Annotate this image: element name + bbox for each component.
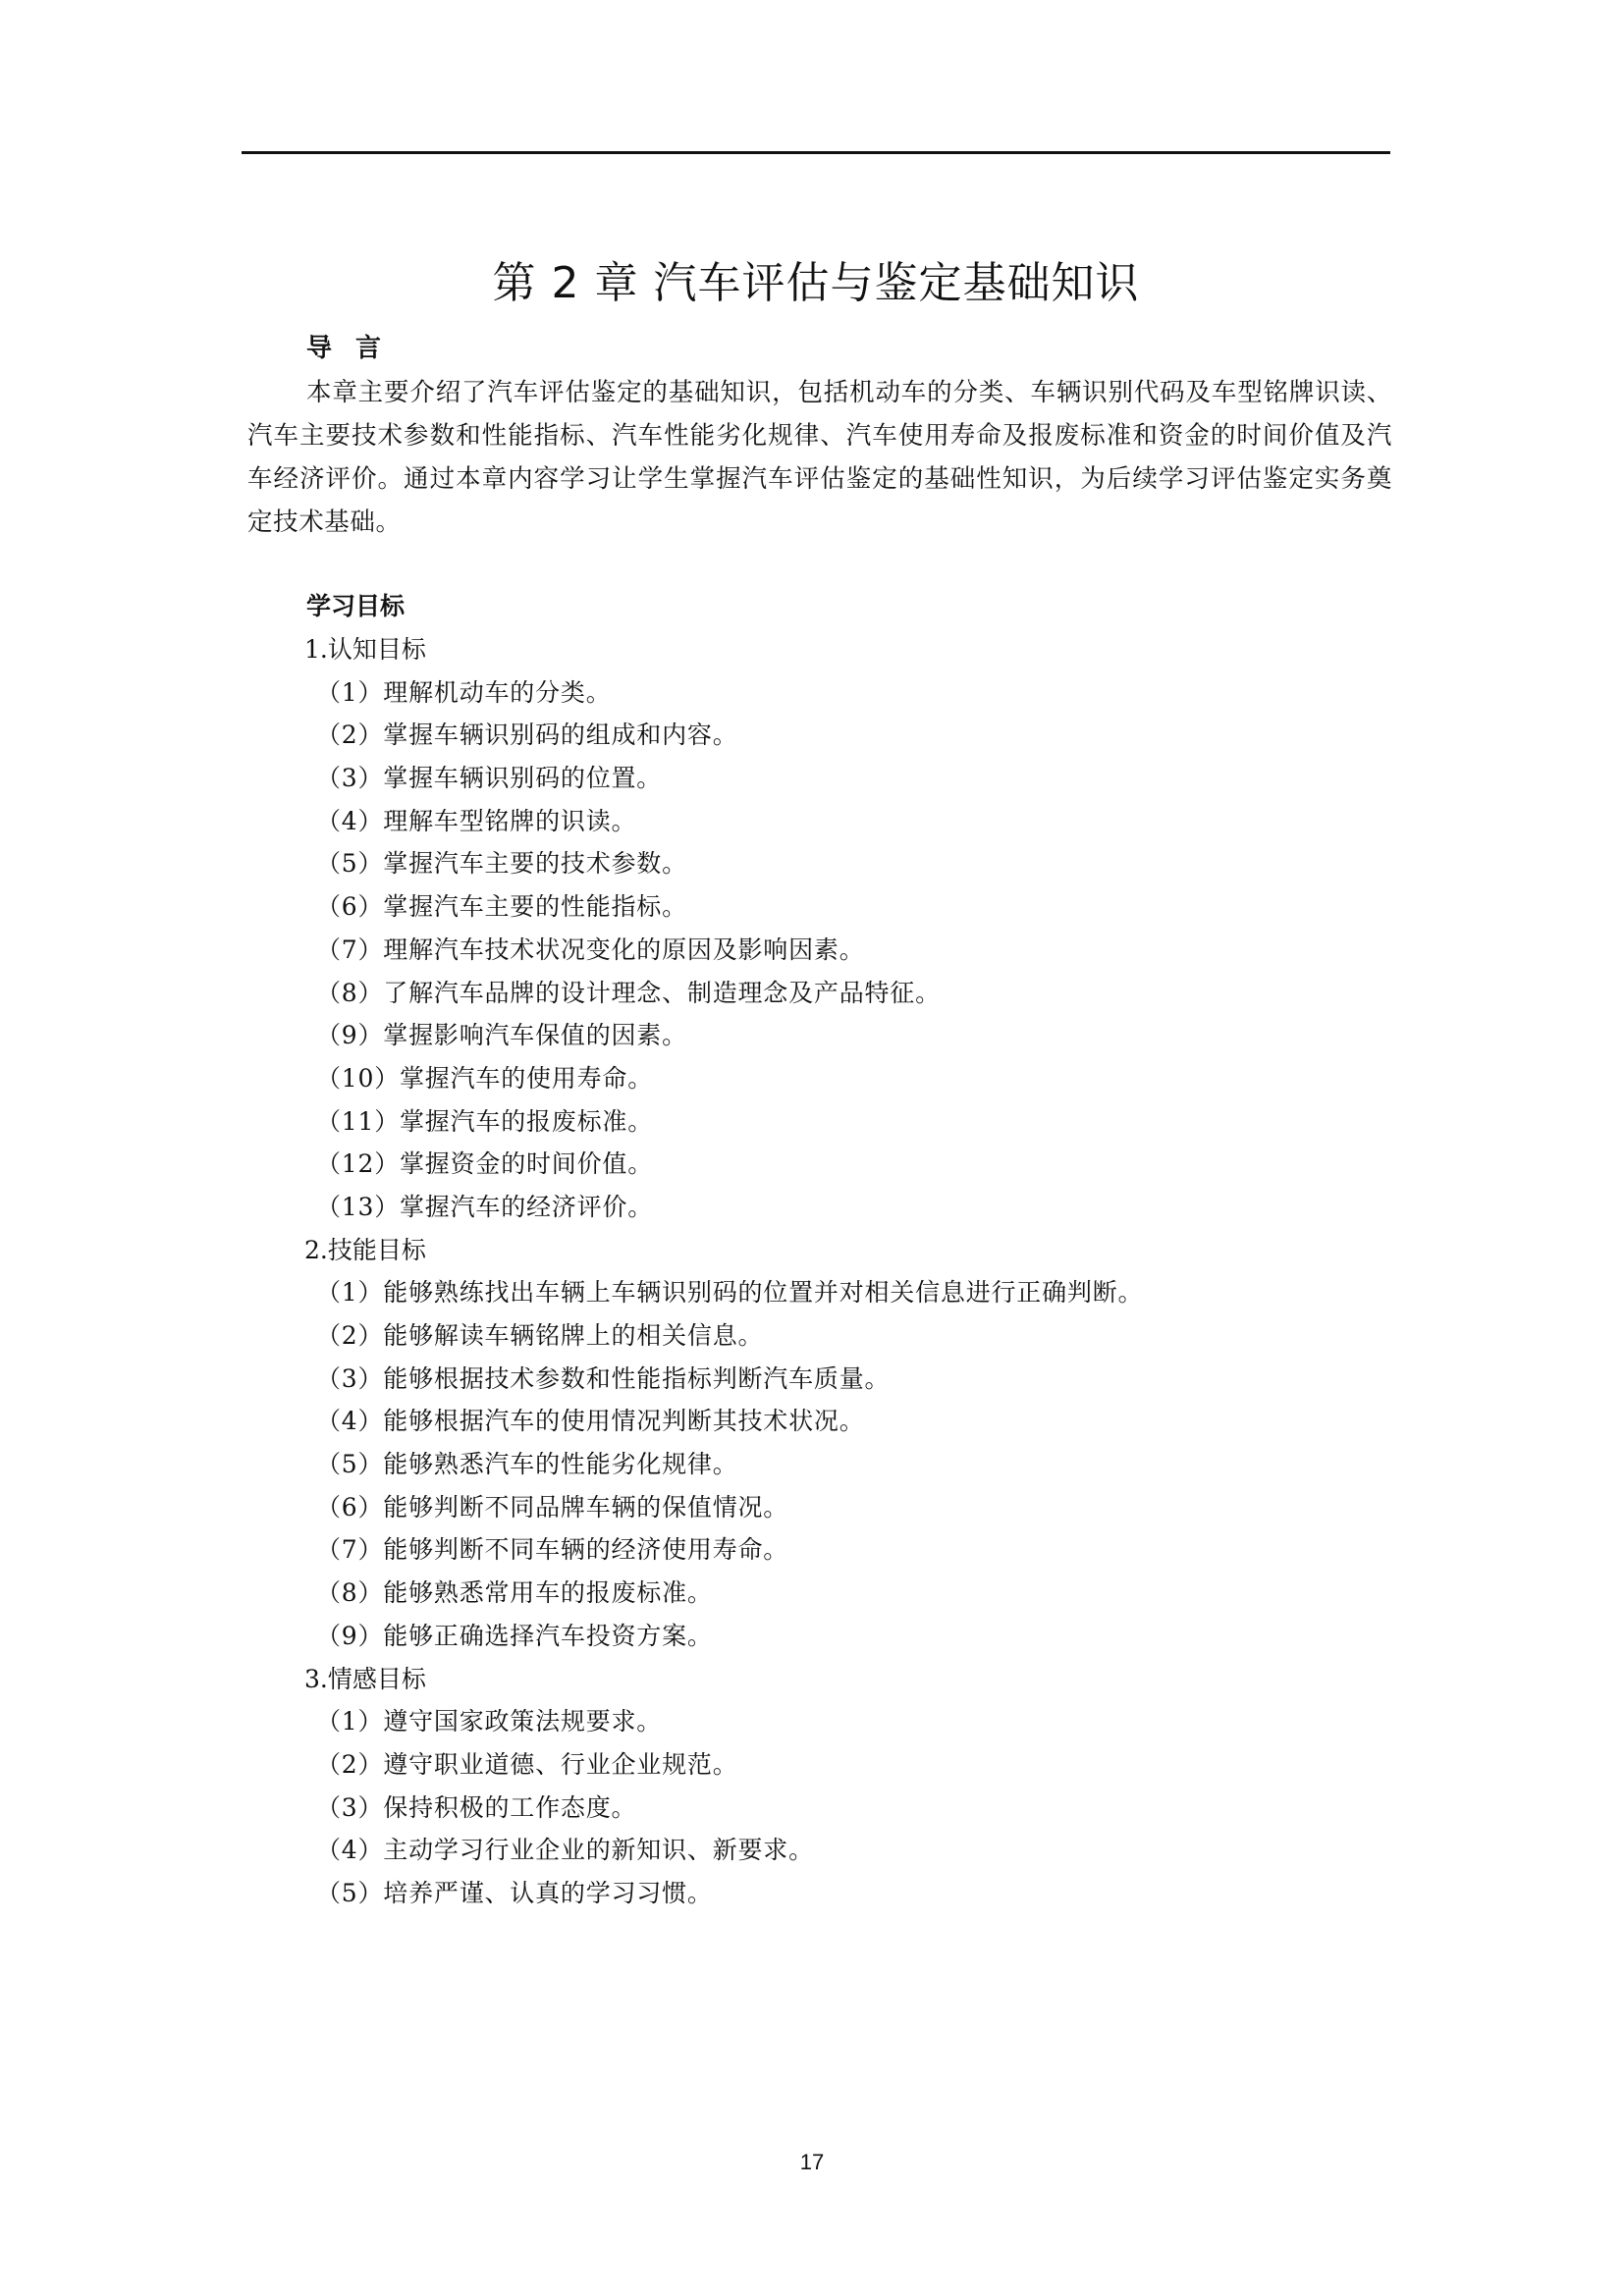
objective-item: （8）能够熟悉常用车的报废标准。 [316, 1578, 713, 1608]
objective-item: （4）理解车型铭牌的识读。 [316, 806, 637, 835]
objective-item: （4）主动学习行业企业的新知识、新要求。 [316, 1836, 814, 1865]
page-number: 17 [799, 2150, 825, 2174]
objectives-heading: 学习目标 [306, 592, 406, 620]
objective-item: （12）掌握资金的时间价值。 [316, 1149, 654, 1179]
objective-item: （11）掌握汽车的报废标准。 [316, 1106, 654, 1136]
objective-item: （3）保持积极的工作态度。 [316, 1792, 637, 1822]
objective-group-cognitive [304, 628, 1384, 1229]
objective-item: （7）理解汽车技术状况变化的原因及影响因素。 [316, 934, 865, 964]
objective-item: （9）能够正确选择汽车投资方案。 [316, 1621, 713, 1650]
objectives-list [304, 628, 1384, 1915]
chapter-title: 第 2 章 汽车评估与鉴定基础知识 [492, 258, 1140, 308]
objective-item: （3）能够根据技术参数和性能指标判断汽车质量。 [316, 1363, 891, 1393]
objective-group-title: 1.认知目标 [304, 635, 426, 664]
objective-item: （5）掌握汽车主要的技术参数。 [316, 849, 687, 879]
header-rule [242, 151, 1390, 154]
objective-item: （4）能够根据汽车的使用情况判断其技术状况。 [316, 1407, 865, 1436]
objective-item: （9）掌握影响汽车保值的因素。 [316, 1021, 687, 1050]
objective-item: （10）掌握汽车的使用寿命。 [316, 1063, 654, 1093]
objective-item: （6）能够判断不同品牌车辆的保值情况。 [316, 1492, 789, 1522]
objective-item: （2）能够解读车辆铭牌上的相关信息。 [316, 1321, 764, 1350]
objective-item: （5）培养严谨、认真的学习习惯。 [316, 1878, 713, 1907]
objective-item: （2）遵守职业道德、行业企业规范。 [316, 1749, 738, 1779]
objective-item: （13）掌握汽车的经济评价。 [316, 1192, 654, 1221]
objective-item: （8）了解汽车品牌的设计理念、制造理念及产品特征。 [316, 978, 941, 1007]
objective-item: （1）能够熟练找出车辆上车辆识别码的位置并对相关信息进行正确判断。 [316, 1278, 1144, 1308]
objective-item: （6）掌握汽车主要的性能指标。 [316, 892, 687, 922]
objective-group-title: 3.情感目标 [304, 1664, 426, 1693]
objective-item: （7）能够判断不同车辆的经济使用寿命。 [316, 1535, 789, 1565]
objective-item: （2）掌握车辆识别码的组成和内容。 [316, 721, 738, 750]
objective-group-title: 2.技能目标 [304, 1235, 426, 1264]
objective-item: （3）掌握车辆识别码的位置。 [316, 764, 663, 793]
objective-item: （1）遵守国家政策法规要求。 [316, 1707, 663, 1736]
objective-group-skills [304, 1229, 1384, 1658]
objective-group-affective [304, 1658, 1384, 1915]
intro-paragraph: 本章主要介绍了汽车评估鉴定的基础知识，包括机动车的分类、车辆识别代码及车型铭牌识读、汽车主要技术参数和性能指标、汽车性能劣化规律、汽车使用寿命及报废标准和资金的时间价值及汽车经济评价。通过本章内容学习让学生掌握汽车评估鉴定的基础性知识，为后续学习评估鉴定实务奠定技术基础。 [247, 378, 1392, 537]
intro-heading: 导言 [306, 334, 406, 363]
objective-item: （5）能够熟悉汽车的性能劣化规律。 [316, 1450, 738, 1479]
objective-item: （1）理解机动车的分类。 [316, 677, 612, 707]
